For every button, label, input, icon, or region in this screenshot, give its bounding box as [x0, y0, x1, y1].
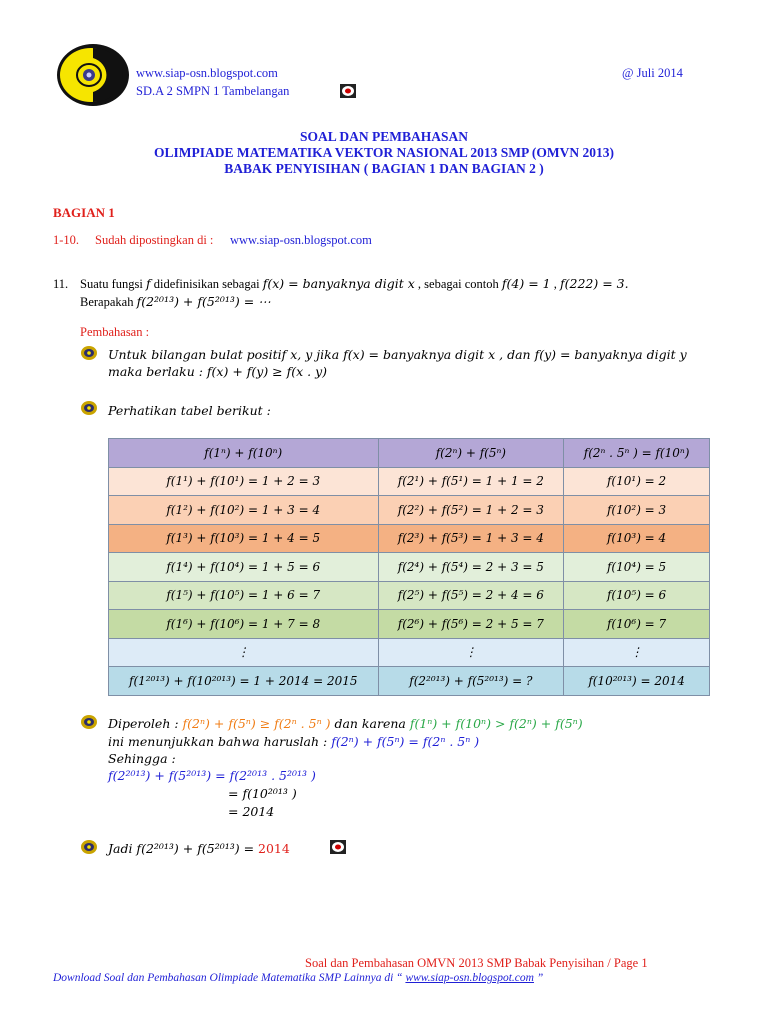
table-cell: f(2²⁰¹³) + f(5²⁰¹³) = ?	[378, 667, 564, 696]
bullet-emblem-icon	[80, 400, 98, 416]
equation-1: f(2²⁰¹³) + f(5²⁰¹³) = f(2²⁰¹³ . 5²⁰¹³ )	[108, 768, 316, 783]
table-cell: f(2²) + f(5²) = 1 + 2 = 3	[378, 496, 564, 525]
function-table	[108, 438, 710, 696]
table-row	[109, 638, 710, 667]
table-cell: f(10³) = 4	[564, 524, 710, 553]
table-row	[109, 667, 710, 696]
table-cell: ⋮	[564, 638, 710, 667]
problem-question-a: Berapakah	[80, 295, 137, 309]
footer-download-text: Download Soal dan Pembahasan Olimpiade Matematika SMP Lainnya di “	[53, 972, 406, 984]
smiley-icon	[340, 84, 356, 98]
table-cell: f(2⁶) + f(5⁶) = 2 + 5 = 7	[378, 610, 564, 639]
table-cell: f(10⁵) = 6	[564, 581, 710, 610]
table-cell: f(2⁵) + f(5⁵) = 2 + 4 = 6	[378, 581, 564, 610]
problem-text-a: Suatu fungsi	[80, 277, 146, 291]
table-cell: f(10⁴) = 5	[564, 553, 710, 582]
table-cell: f(2¹) + f(5¹) = 1 + 1 = 2	[378, 467, 564, 496]
conclusion-text: Jadi f(2²⁰¹³) + f(5²⁰¹³) =	[108, 841, 259, 856]
problem-question-expr: f(2²⁰¹³) + f(5²⁰¹³) = ⋯	[136, 294, 271, 309]
header-website[interactable]: www.siap-osn.blogspot.com	[136, 66, 278, 80]
point-3-text-b: dan karena	[330, 716, 410, 731]
table-cell: f(1²⁰¹³) + f(10²⁰¹³) = 1 + 2014 = 2015	[109, 667, 379, 696]
problem-f: f	[145, 276, 151, 291]
table-cell: f(2⁴) + f(5⁴) = 2 + 3 = 5	[378, 553, 564, 582]
problem-number: 11.	[53, 277, 69, 291]
conclusion	[108, 841, 290, 856]
header-date: @ Juli 2014	[622, 66, 683, 80]
footer-page-info: Soal dan Pembahasan OMVN 2013 SMP Babak Penyisihan / Page 1	[305, 956, 648, 970]
logo-icon	[55, 42, 133, 108]
point-3-line-2-text: ini menunjukkan bahwa haruslah :	[108, 734, 332, 749]
footer-download-end: ”	[533, 972, 544, 984]
footer-download	[53, 972, 543, 984]
table-cell: f(1⁶) + f(10⁶) = 1 + 7 = 8	[109, 610, 379, 639]
solution-label: Pembahasan :	[80, 325, 150, 339]
point-3-line-2	[108, 734, 479, 749]
problem-example-2: f(222) = 3.	[560, 276, 629, 291]
point-1-line-2: maka berlaku : f(x) + f(y) ≥ f(x . y)	[108, 364, 328, 379]
title-line-1: SOAL DAN PEMBAHASAN	[299, 129, 469, 144]
table-cell: f(1⁴) + f(10⁴) = 1 + 5 = 6	[109, 553, 379, 582]
problem-example-1: f(4) = 1	[501, 276, 551, 291]
equation-3: = 2014	[228, 804, 275, 819]
table-cell: f(1³) + f(10³) = 1 + 4 = 5	[109, 524, 379, 553]
footer-download-link[interactable]: www.siap-osn.blogspot.com	[405, 972, 534, 984]
smiley-icon	[330, 840, 346, 854]
bullet-emblem-icon	[80, 839, 98, 855]
table-cell: ⋮	[378, 638, 564, 667]
table-header-row	[109, 439, 710, 468]
point-3-line-1	[108, 716, 583, 731]
table-header: f(2ⁿ) + f(5ⁿ)	[378, 439, 564, 468]
sehingga-label: Sehingga :	[108, 751, 176, 766]
table-row	[109, 581, 710, 610]
table-cell: ⋮	[109, 638, 379, 667]
point-3-equality: f(2ⁿ) + f(5ⁿ) = f(2ⁿ . 5ⁿ )	[331, 734, 480, 749]
title-line-2: OLIMPIADE MATEMATIKA VEKTOR NASIONAL 2013 SMP (OMVN 2013)	[154, 145, 614, 160]
table-row	[109, 610, 710, 639]
conclusion-answer: 2014	[258, 841, 290, 856]
table-cell: f(1¹) + f(10¹) = 1 + 2 = 3	[109, 467, 379, 496]
table-cell: f(1⁵) + f(10⁵) = 1 + 6 = 7	[109, 581, 379, 610]
intro-number: 1-10.	[53, 233, 80, 247]
point-1-line-1: Untuk bilangan bulat positif x, y jika f(x) = banyaknya digit x , dan f(y) = banyaknya digit y	[108, 347, 687, 362]
title-line-3: BABAK PENYISIHAN ( BAGIAN 1 DAN BAGIAN 2 )	[224, 161, 544, 176]
problem-line-2	[80, 294, 271, 310]
table-row	[109, 553, 710, 582]
table-cell: f(1²) + f(10²) = 1 + 3 = 4	[109, 496, 379, 525]
point-2: Perhatikan tabel berikut :	[108, 403, 271, 418]
equation-2: = f(10²⁰¹³ )	[228, 786, 297, 801]
table-cell: f(10¹) = 2	[564, 467, 710, 496]
intro-link[interactable]: www.siap-osn.blogspot.com	[230, 233, 372, 247]
table-header: f(1ⁿ) + f(10ⁿ)	[109, 439, 379, 468]
table-cell: f(10²) = 3	[564, 496, 710, 525]
problem-line-1	[80, 276, 629, 292]
table-cell: f(2³) + f(5³) = 1 + 3 = 4	[378, 524, 564, 553]
problem-definition: f(x) = banyaknya digit x	[262, 276, 415, 291]
point-3-text-a: Diperoleh :	[108, 716, 183, 731]
table-row	[109, 496, 710, 525]
table-row	[109, 524, 710, 553]
table-row	[109, 467, 710, 496]
bullet-emblem-icon	[80, 345, 98, 361]
table-cell: f(10²⁰¹³) = 2014	[564, 667, 710, 696]
table-header: f(2ⁿ . 5ⁿ ) = f(10ⁿ)	[564, 439, 710, 468]
point-3-inequality: f(2ⁿ) + f(5ⁿ) ≥ f(2ⁿ . 5ⁿ )	[182, 716, 331, 731]
problem-sep: ,	[550, 277, 561, 291]
problem-text-c: , sebagai contoh	[414, 277, 502, 291]
section-heading: BAGIAN 1	[53, 205, 115, 220]
point-3-comparison: f(1ⁿ) + f(10ⁿ) > f(2ⁿ) + f(5ⁿ)	[409, 716, 583, 731]
header-school: SD.A 2 SMPN 1 Tambelangan	[136, 84, 290, 98]
problem-text-b: didefinisikan sebagai	[150, 277, 263, 291]
table-cell: f(10⁶) = 7	[564, 610, 710, 639]
bullet-emblem-icon	[80, 714, 98, 730]
intro-text: Sudah dipostingkan di :	[95, 233, 214, 247]
